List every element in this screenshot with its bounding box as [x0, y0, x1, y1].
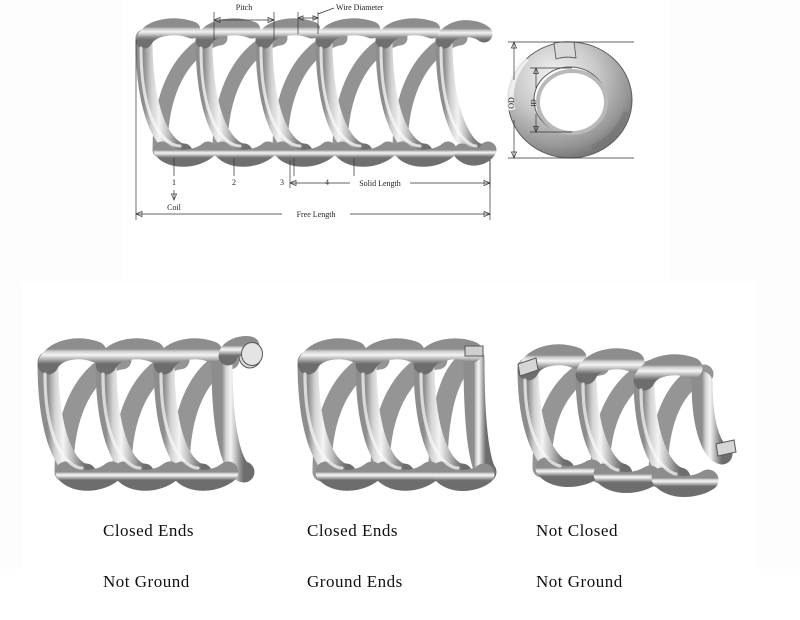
coil-end-view [507, 42, 634, 158]
wire-diameter-label: Wire Diameter [336, 3, 384, 12]
id-label: ID [530, 99, 538, 107]
spring-closed-ends-not-ground [45, 343, 263, 481]
coil-number-2: 2 [232, 178, 236, 187]
end-type-1-line2: Not Ground [103, 571, 190, 591]
end-type-caption-2 [307, 492, 403, 620]
spring-not-closed-not-ground [518, 355, 736, 487]
top-diagram-panel [122, 0, 670, 280]
coil-number-4: 4 [325, 178, 329, 187]
coil-number-3: 3 [280, 178, 284, 187]
end-type-3-line1: Not Closed [536, 520, 618, 540]
end-type-2-line1: Closed Ends [307, 520, 398, 540]
coil-number-1: 1 [172, 178, 176, 187]
solid-length-dimension [290, 160, 490, 188]
end-type-2-line2: Ground Ends [307, 571, 403, 591]
end-type-caption-1 [103, 492, 194, 620]
compression-spring-side-view [141, 27, 488, 158]
end-type-3-line2: Not Ground [536, 571, 623, 591]
spring-closed-ends-ground-ends [305, 346, 486, 481]
coil-label: Coil [167, 203, 181, 212]
free-length-label: Free Length [296, 210, 336, 219]
coil-count-markers [167, 158, 354, 212]
pitch-label: Pitch [235, 3, 253, 12]
od-label: OD [507, 97, 516, 109]
top-diagram-svg [122, 0, 670, 280]
end-type-1-line1: Closed Ends [103, 520, 194, 540]
solid-length-label: Solid Length [359, 179, 401, 188]
end-type-caption-3 [536, 492, 623, 620]
